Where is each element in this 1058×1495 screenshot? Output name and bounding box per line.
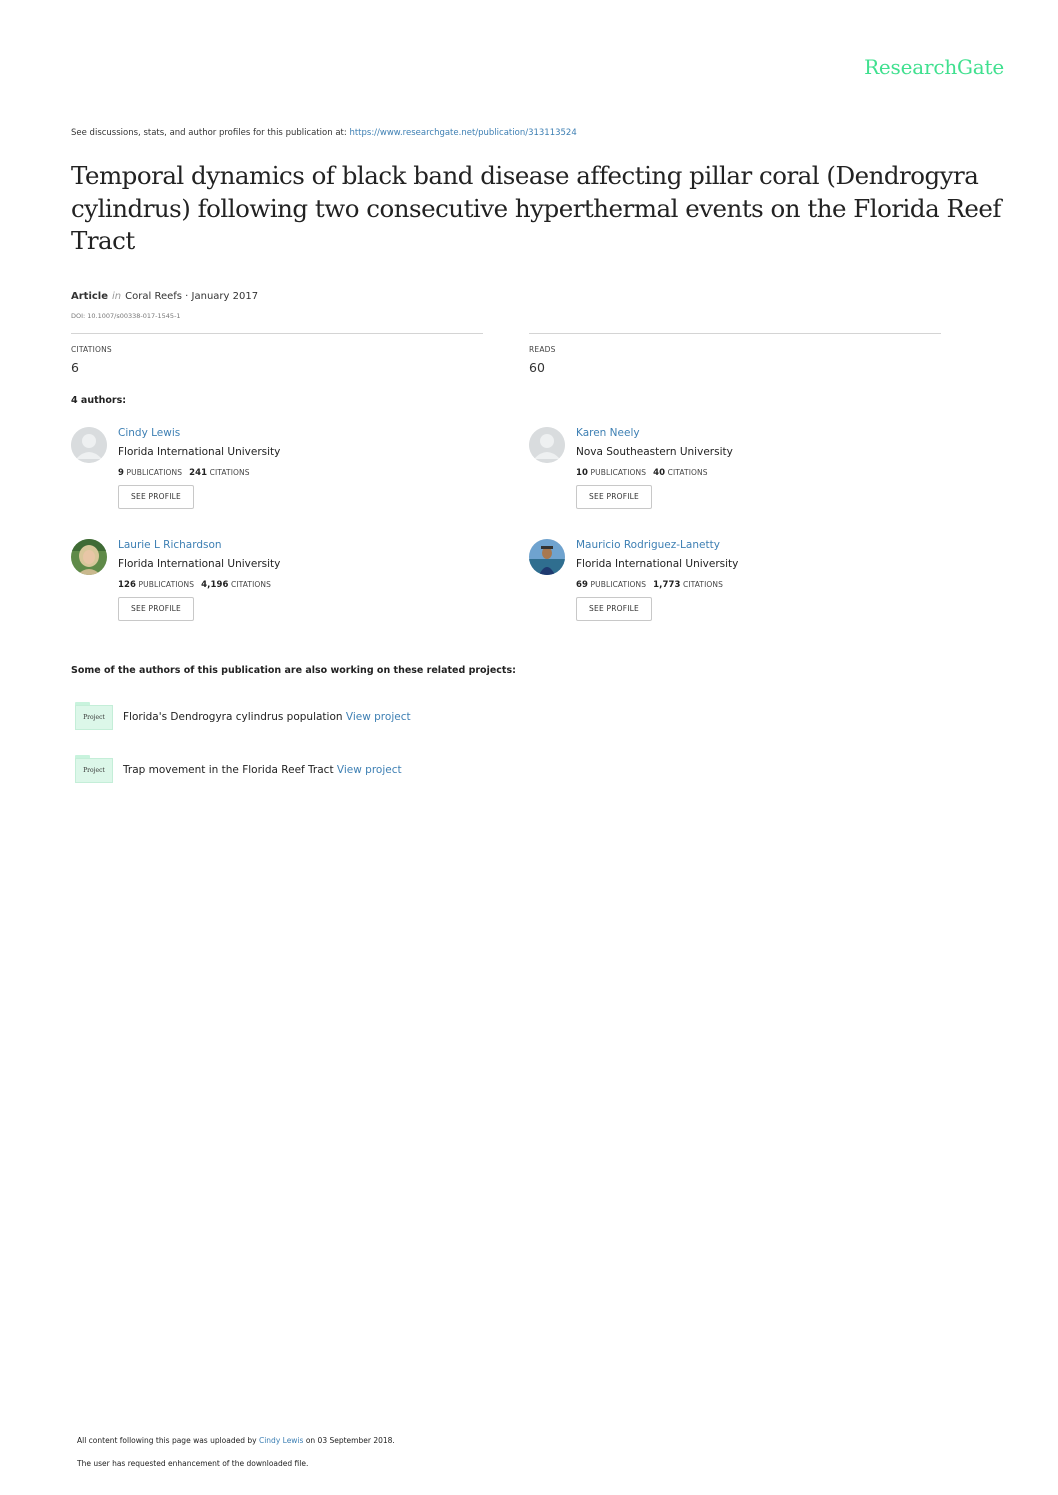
journal-date: Coral Reefs · January 2017 (125, 291, 259, 302)
reads-value: 60 (529, 360, 545, 375)
publications-label: PUBLICATIONS (590, 580, 647, 589)
author-counts (118, 468, 250, 478)
citations-count: 4,196 (201, 580, 229, 590)
citations-label: CITATIONS (71, 345, 112, 354)
citations-count: 40 (653, 468, 666, 478)
author-institution: Florida International University (118, 558, 281, 570)
see-discussions-line (71, 128, 577, 138)
see-profile-button[interactable]: SEE PROFILE (576, 597, 652, 621)
publication-title: Temporal dynamics of black band disease affecting pillar coral (Dendrogyra cylindrus) following two consecutive hyperthermal events on the Florida Reef Tract (71, 161, 1001, 255)
citations-value: 6 (71, 360, 79, 375)
reads-label: READS (529, 345, 556, 354)
author-counts (118, 580, 271, 590)
project-folder-icon (75, 702, 113, 730)
author-name-link[interactable]: Laurie L Richardson (118, 539, 222, 551)
publications-label: PUBLICATIONS (138, 580, 195, 589)
requested-enhancement-line: The user has requested enhancement of the downloaded file. (77, 1459, 309, 1468)
uploaded-suffix: on 03 September 2018. (303, 1436, 395, 1445)
publication-meta (71, 291, 258, 302)
citations-label: CITATIONS (667, 468, 708, 477)
author-counts (576, 468, 708, 478)
publications-label: PUBLICATIONS (590, 468, 647, 477)
placeholder-avatar-icon[interactable] (529, 427, 565, 463)
placeholder-avatar-icon[interactable] (71, 427, 107, 463)
author-institution: Florida International University (576, 558, 739, 570)
author-institution: Nova Southeastern University (576, 446, 733, 458)
publication-type: Article (71, 291, 109, 302)
project-folder-label: Project (83, 767, 105, 774)
photo-avatar[interactable] (529, 539, 565, 575)
project-name: Trap movement in the Florida Reef Tract (123, 764, 337, 776)
see-profile-button[interactable]: SEE PROFILE (576, 485, 652, 509)
author-name-link[interactable]: Karen Neely (576, 427, 640, 439)
view-project-link[interactable]: View project (345, 711, 411, 723)
see-discussions-text: See discussions, stats, and author profiles for this publication at: (71, 128, 350, 138)
see-profile-button[interactable]: SEE PROFILE (118, 597, 194, 621)
photo-avatar[interactable] (71, 539, 107, 575)
publications-count: 9 (118, 468, 125, 478)
project-name: Florida's Dendrogyra cylindrus population (123, 711, 346, 723)
author-card (529, 539, 949, 639)
see-profile-button[interactable]: SEE PROFILE (118, 485, 194, 509)
citations-count: 241 (189, 468, 208, 478)
author-counts (576, 580, 723, 590)
project-text (123, 764, 402, 776)
in-word: in (112, 291, 122, 302)
doi: DOI: 10.1007/s00338-017-1545-1 (71, 312, 181, 320)
author-card (529, 427, 949, 527)
uploader-link[interactable]: Cindy Lewis (258, 1436, 304, 1445)
publications-count: 10 (576, 468, 589, 478)
related-projects-heading: Some of the authors of this publication are also working on these related projects: (71, 665, 516, 676)
author-name-link[interactable]: Cindy Lewis (118, 427, 181, 439)
citations-label: CITATIONS (683, 580, 723, 589)
publications-label: PUBLICATIONS (126, 468, 183, 477)
uploaded-by-line (77, 1436, 395, 1445)
author-card (71, 427, 491, 527)
uploaded-prefix: All content following this page was uploaded by (77, 1436, 259, 1445)
divider-left (71, 333, 483, 334)
publications-count: 126 (118, 580, 137, 590)
author-name-link[interactable]: Mauricio Rodriguez-Lanetty (576, 539, 720, 551)
view-project-link[interactable]: View project (336, 764, 402, 776)
project-folder-label: Project (83, 714, 105, 721)
researchgate-logo[interactable]: ResearchGate (864, 55, 1004, 79)
author-card (71, 539, 491, 639)
project-text (123, 711, 411, 723)
citations-label: CITATIONS (231, 580, 271, 589)
citations-count: 1,773 (653, 580, 681, 590)
authors-heading: 4 authors: (71, 395, 127, 406)
publication-url-link[interactable]: https://www.researchgate.net/publication/313113524 (349, 128, 577, 138)
divider-right (529, 333, 941, 334)
citations-label: CITATIONS (209, 468, 250, 477)
publications-count: 69 (576, 580, 589, 590)
project-folder-icon (75, 755, 113, 783)
author-institution: Florida International University (118, 446, 281, 458)
